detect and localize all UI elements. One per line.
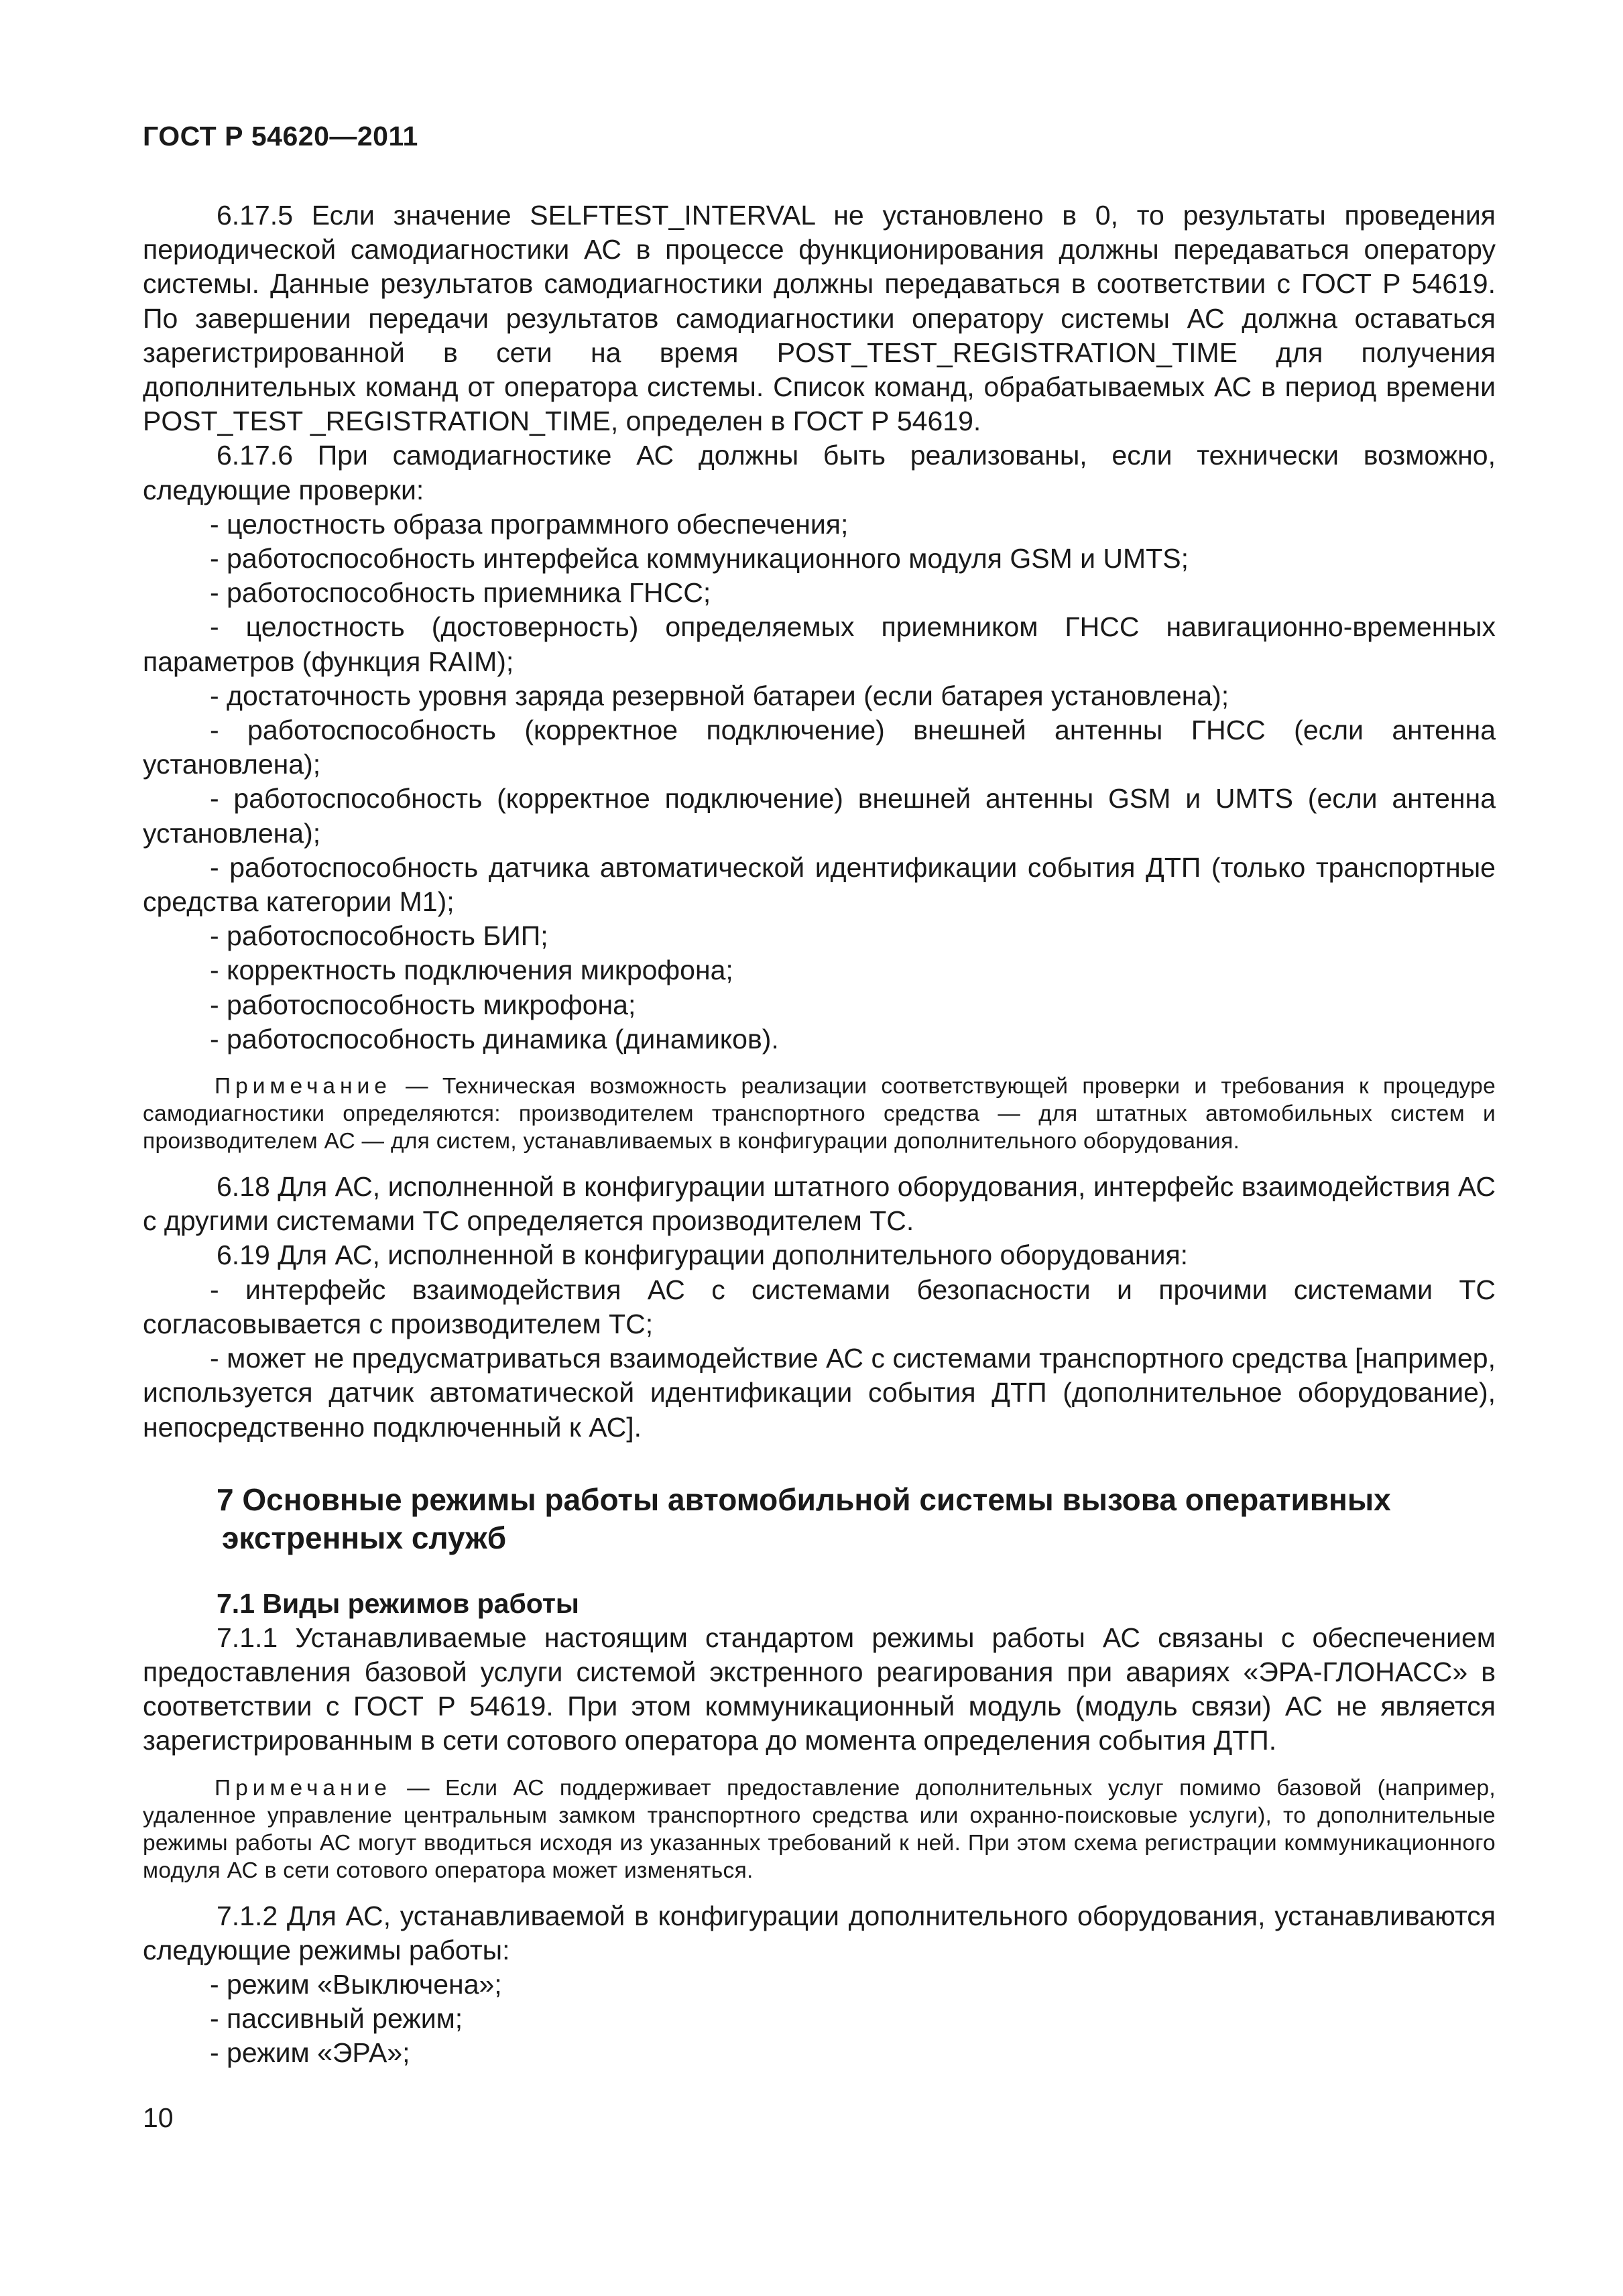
list-item: - режим «ЭРА»; <box>210 2037 410 2069</box>
paragraph-6-19: 6.19 Для АС, исполненной в конфигурации дополнительного оборудования: <box>217 1240 1189 1271</box>
page-number: 10 <box>143 2102 174 2133</box>
list-item: - целостность (достоверность) определяемых приемником ГНСС навигационно-временных параметров (функция RAIM); <box>143 611 1496 677</box>
list-item: - интерфейс взаимодействия АС с системами безопасности и прочими системами ТС согласовывается с производителем ТС; <box>143 1274 1496 1339</box>
note-text: — Если АС поддерживает предоставление дополнительных услуг помимо базовой (например, удаленное управление центральным замком транспортного средства или охранно-поисковые услуги), то дополнительные режимы работы АС могут вводиться исходя из указанных требований к ней. При этом схема регистрации коммуникационного модуля АС в сети сотового оператора может изменяться. <box>143 1775 1496 1883</box>
paragraph-6-17-5: 6.17.5 Если значение SELFTEST_INTERVAL не установлено в 0, то результаты проведения периодической самодиагностики АС в процессе функционирования должны передаваться оператору системы. Данные результатов самодиагностики должны передаваться в соответствии с ГОСТ Р 54619. По завершении передачи результатов самодиагностики оператору системы АС должна оставаться зарегистрированной в сети на время POST_TEST_REGISTRATION_TIME для получения дополнительных команд от оператора системы. Список команд, обрабатываемых АС в период времени POST_TEST _REGISTRATION_TIME, определен в ГОСТ Р 54619. <box>143 200 1496 437</box>
list-item: - может не предусматриваться взаимодействие АС с системами транспортного средства [например, используется датчик автоматической идентификации события ДТП (дополнительное оборудование), непосредственно подключенный к АС]. <box>143 1343 1496 1443</box>
paragraph-6-17-6: 6.17.6 При самодиагностике АС должны быть реализованы, если технически возможно, следующие проверки: <box>143 440 1496 505</box>
document-header: ГОСТ Р 54620—2011 <box>143 121 418 152</box>
list-item: - пассивный режим; <box>210 2003 463 2035</box>
note-additional-services <box>143 1774 1496 1884</box>
section-title-line: 7 Основные режимы работы автомобильной системы вызова оперативных <box>217 1482 1391 1517</box>
note-self-diagnostics <box>143 1073 1496 1155</box>
note-paragraph <box>143 1073 1496 1155</box>
list-item: - достаточность уровня заряда резервной батареи (если батарея установлена); <box>210 680 1229 711</box>
list-item: - целостность образа программного обеспечения; <box>210 508 849 540</box>
subsection-7-1-title: 7.1 Виды режимов работы <box>217 1587 579 1619</box>
note-label: Примечание <box>215 1074 392 1099</box>
list-item: - корректность подключения микрофона; <box>210 955 733 986</box>
list-item: - работоспособность интерфейса коммуникационного модуля GSM и UMTS; <box>210 543 1189 575</box>
list-item: - работоспособность приемника ГНСС; <box>210 577 711 609</box>
note-paragraph <box>143 1774 1496 1884</box>
paragraph-7-1-2: 7.1.2 Для АС, устанавливаемой в конфигурации дополнительного оборудования, устанавливаются следующие режимы работы: <box>143 1900 1496 1966</box>
section-title-line: экстренных служб <box>222 1520 507 1555</box>
list-item: - работоспособность (корректное подключение) внешней антенны ГНСС (если антенна установлена); <box>143 715 1496 780</box>
note-text: — Техническая возможность реализации соответствующей проверки и требования к процедуре самодиагностики определяются: производителем транспортного средства — для штатных автомобильных систем и производителем АС — для систем, устанавливаемых в конфигурации дополнительного оборудования. <box>143 1074 1496 1154</box>
list-item: - работоспособность БИП; <box>210 920 548 952</box>
document-body <box>143 198 1496 2071</box>
list-item: - работоспособность динамика (динамиков). <box>210 1023 779 1054</box>
list-item: - режим «Выключена»; <box>210 1968 502 2000</box>
paragraph-7-1-1: 7.1.1 Устанавливаемые настоящим стандартом режимы работы АС связаны с обеспечением предоставления базовой услуги системой экстренного реагирования при авариях «ЭРА-ГЛОНАСС» в соответствии с ГОСТ Р 54619. При этом коммуникационный модуль (модуль связи) АС не является зарегистрированным в сети сотового оператора до момента определения события ДТП. <box>143 1622 1496 1756</box>
list-item: - работоспособность микрофона; <box>210 989 636 1020</box>
note-label: Примечание <box>215 1775 392 1801</box>
list-item: - работоспособность датчика автоматической идентификации события ДТП (только транспортные средства категории М1); <box>143 851 1496 918</box>
section-7-title <box>217 1481 1496 1557</box>
list-item: - работоспособность (корректное подключение) внешней антенны GSM и UMTS (если антенна установлена); <box>143 783 1496 849</box>
paragraph-6-18: 6.18 Для АС, исполненной в конфигурации штатного оборудования, интерфейс взаимодействия АС с другими системами ТС определяется производителем ТС. <box>143 1171 1496 1237</box>
